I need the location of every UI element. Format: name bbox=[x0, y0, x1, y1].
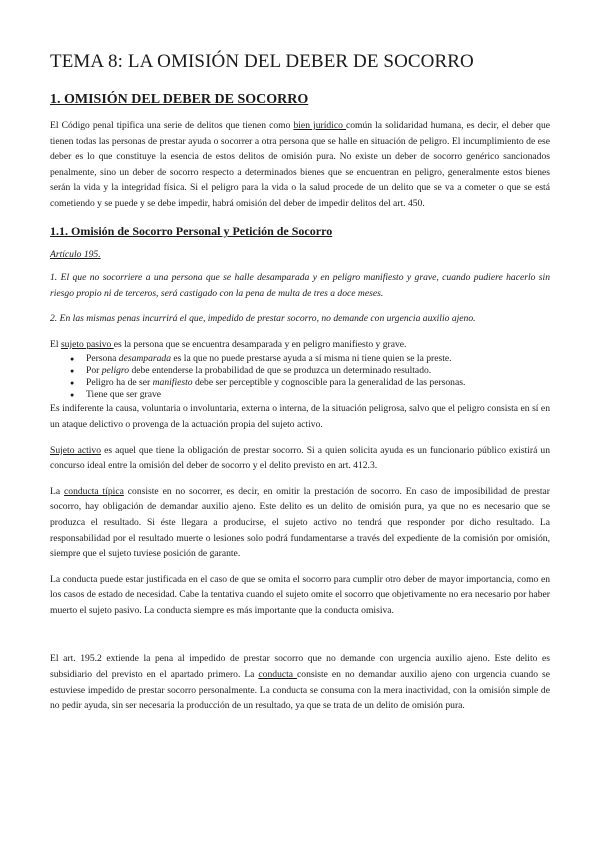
article-label: Artículo 195. bbox=[50, 248, 101, 260]
conducta-tipica-paragraph: La conducta típica consiste en no socorrer, es decir, en omitir la prestación de socorro. En caso de imposibilidad de prestar socorro, hay obligación de demandar auxilio ajeno. Este delito es un delito de omisión pura, ya que no es necesario que se produzca el resultado. Si éste llegara a producirse, el sujeto activo no tendrá que responder por dicho resultado. La responsabilidad por el resultado muerte o lesiones solo podrá fundamentarse a través del expediente de la comisión por omisión, siempre que el sujeto tuviese posición de garante. bbox=[50, 485, 550, 560]
list-item: ● Tiene que ser grave bbox=[70, 389, 550, 401]
sujeto-pasivo-term: sujeto pasivo bbox=[60, 338, 114, 350]
conducta-term: conducta bbox=[258, 669, 298, 681]
list-item: ● Persona desamparada es la que no puede prestarse ayuda a sí misma ni tiene quien se la preste. bbox=[70, 353, 550, 365]
article-195-1: 1. El que no socorriere a una persona que se halle desamparada y en peligro manifiesto y grave, cuando pudiere hacerlo sin riesgo propio ni de terceros, será castigado con la pena de multa de tres a doce meses. bbox=[50, 272, 550, 299]
justificacion-paragraph: La conducta puede estar justificada en el caso de que se omita el socorro para cumplir otro deber de mayor importancia, como en los casos de estado de necesidad. Cabe la tentativa cuando el sujeto omite el socorro que objetivamente no era necesario por haber muerto el sujeto pasivo. La conducta siempre es más importante que la conducta omisiva. bbox=[50, 573, 550, 616]
list-item: ● Por peligro debe entenderse la probabilidad de que se produzca un determinado resultado. bbox=[70, 365, 550, 377]
article-195-2: 2. En las mismas penas incurrirá el que, impedido de prestar socorro, no demande con urgencia auxilio ajeno. bbox=[50, 313, 476, 325]
conducta-tipica-term: conducta típica bbox=[64, 485, 124, 497]
list-item: ● Peligro ha de ser manifiesto debe ser perceptible y cognoscible para la generalidad de las personas. bbox=[70, 377, 550, 389]
article-195-2-paragraph: El art. 195.2 extiende la pena al impedido de prestar socorro que no demande con urgencia auxilio ajeno. Este delito es subsidiario del previsto en el apartado primero. La conducta consiste en no demandar auxilio ajeno con urgencia cuando se estuviese impedido de prestar socorro personalmente. La conducta se consuma con la mera inactividad, con la omisión simple de no pedir ayuda, sin ser necesaria la producción de un resultado, ya que se trata de un delito de omisión pura. bbox=[50, 653, 550, 712]
sujeto-activo-term: Sujeto activo bbox=[50, 444, 102, 456]
causa-paragraph: Es indiferente la causa, voluntaria o involuntaria, externa o interna, de la situación peligrosa, salvo que el peligro consista en sí en un ataque delictivo o provenga de la actuación propia del sujeto activo. bbox=[50, 403, 550, 430]
sujeto-pasivo-list bbox=[50, 353, 550, 402]
section-heading-1-1: 1.1. Omisión de Socorro Personal y Petición de Socorro bbox=[50, 223, 333, 238]
intro-paragraph: El Código penal tipifica una serie de delitos que tienen como bien jurídico común la solidaridad humana, es decir, el deber que tienen todas las personas de prestar ayuda o socorrer a otra persona que se halle en situación de peligro. El incumplimiento de ese deber es lo que constituye la esencia de estos delitos de omisión pura. No existe un deber de socorro genérico sancionados penalmente, sino un deber de socorro respecto a determinados bienes que se encuentran en peligro, generalmente estos bienes serán la vida y la integridad física. Si el peligro para la vida o la salud procede de un delito que se va a cometer o que se está cometiendo y se puede y se debe impedir, habrá omisión del deber de impedir delitos del art. 450. bbox=[50, 120, 551, 209]
document-title: TEMA 8: LA OMISIÓN DEL DEBER DE SOCORRO bbox=[50, 51, 474, 72]
sujeto-activo-paragraph: Sujeto activo es aquel que tiene la obligación de prestar socorro. Si a quien solicita ayuda es un funcionario público existirá un concurso ideal entre la omisión del deber de socorro y el delito previsto en art. 412.3. bbox=[50, 444, 550, 472]
bien-juridico-term: bien jurídico bbox=[293, 120, 346, 131]
sujeto-pasivo-paragraph: El sujeto pasivo es la persona que se encuentra desamparada y en peligro manifiesto y grave. bbox=[50, 338, 407, 350]
document-page bbox=[50, 50, 550, 714]
section-heading-1: 1. OMISIÓN DEL DEBER DE SOCORRO bbox=[50, 92, 309, 107]
